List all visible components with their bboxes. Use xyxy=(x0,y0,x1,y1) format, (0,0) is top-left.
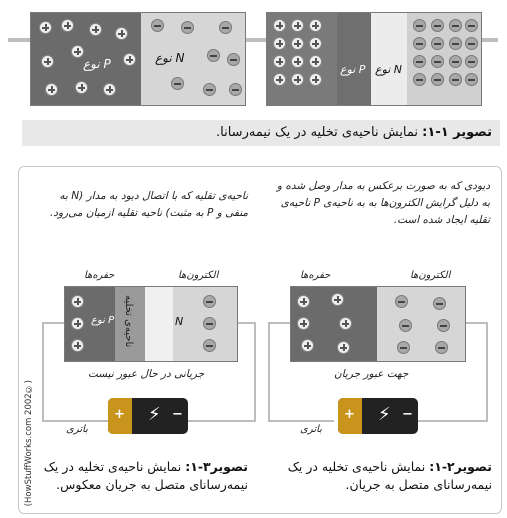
hole-icon xyxy=(337,341,350,354)
forward-diode xyxy=(290,286,466,362)
plus-sign: + xyxy=(344,407,355,422)
electron-icon xyxy=(181,21,194,34)
circuit-wire xyxy=(42,420,108,422)
circuit-wire xyxy=(486,322,488,422)
holes-label: حفره‌ها xyxy=(300,270,331,281)
electron-icon xyxy=(465,37,478,50)
electron-icon xyxy=(413,37,426,50)
hole-icon xyxy=(331,293,344,306)
hole-icon xyxy=(297,295,310,308)
circuit-wire xyxy=(268,322,290,324)
hole-icon xyxy=(115,27,128,40)
electrons-label: الکترون‌ها xyxy=(410,270,451,281)
minus-sign: − xyxy=(402,407,413,422)
electron-icon xyxy=(431,19,444,32)
electron-icon xyxy=(397,341,410,354)
caption-number: تصویر۲-۱: xyxy=(429,459,492,474)
n-region xyxy=(407,13,481,105)
p-region xyxy=(291,287,377,361)
electron-icon xyxy=(465,55,478,68)
electron-icon xyxy=(431,37,444,50)
top-right-diode xyxy=(266,12,482,106)
electrons-label: الکترون‌ها xyxy=(178,270,219,281)
electron-icon xyxy=(435,341,448,354)
electron-icon xyxy=(449,55,462,68)
hole-icon xyxy=(291,55,304,68)
electron-icon xyxy=(171,77,184,90)
circuit-wire xyxy=(464,322,488,324)
electron-icon xyxy=(203,295,216,308)
p-region xyxy=(65,287,115,361)
n-depletion xyxy=(145,287,173,361)
electron-icon xyxy=(431,55,444,68)
hole-icon xyxy=(273,73,286,86)
electron-icon xyxy=(413,55,426,68)
caption-text: نمایش ناحیه‌ی تخلیه در یک نیمه‌رسانای متصل به جریان معکوس. xyxy=(43,459,248,492)
lightning-icon: ⚡ xyxy=(378,404,391,425)
electron-icon xyxy=(203,339,216,352)
hole-icon xyxy=(301,339,314,352)
hole-icon xyxy=(71,339,84,352)
figure-2-caption xyxy=(262,458,492,494)
hole-icon xyxy=(309,37,322,50)
electron-icon xyxy=(219,21,232,34)
p-region xyxy=(267,13,337,105)
n-type-label: N xyxy=(175,315,184,328)
hole-icon xyxy=(123,53,136,66)
hole-icon xyxy=(61,19,74,32)
electron-icon xyxy=(431,73,444,86)
circuit-wire xyxy=(236,322,256,324)
reverse-diode xyxy=(64,286,238,362)
lightning-icon: ⚡ xyxy=(148,404,161,425)
caption-text: نمایش ناحیه‌ی تخلیه در یک نیمه‌رسانای متصل به جریان. xyxy=(287,459,492,492)
circuit-wire xyxy=(418,420,488,422)
battery-icon xyxy=(108,398,188,434)
hole-icon xyxy=(39,21,52,34)
battery-label: باتری xyxy=(66,424,88,435)
hole-icon xyxy=(273,55,286,68)
hole-icon xyxy=(45,83,58,96)
p-region xyxy=(31,13,141,105)
electron-icon xyxy=(203,83,216,96)
plus-sign: + xyxy=(114,407,125,422)
circuit-wire xyxy=(254,322,256,422)
electron-icon xyxy=(229,83,242,96)
hole-icon xyxy=(291,19,304,32)
electron-icon xyxy=(399,319,412,332)
p-type-label: نوع P xyxy=(91,315,115,326)
p-type-label: نوع P xyxy=(83,57,111,71)
electron-icon xyxy=(465,73,478,86)
hole-icon xyxy=(291,73,304,86)
holes-label: حفره‌ها xyxy=(84,270,115,281)
circuit-wire xyxy=(268,420,334,422)
n-type-label: نوع N xyxy=(155,51,185,65)
reverse-bias-note: ناحیه‌ی تقلیه که با اتصال دیود به مدار (N به منفی و P به مثبت) ناحیه تقلیه ازمیان می‌رود. xyxy=(49,190,248,219)
electron-icon xyxy=(465,19,478,32)
electron-icon xyxy=(433,297,446,310)
hole-icon xyxy=(89,23,102,36)
n-depletion xyxy=(371,13,407,105)
n-type-label: نوع N xyxy=(375,63,403,76)
hole-icon xyxy=(297,317,310,330)
credit-text: (HowStuffWorks.com 2002©) xyxy=(24,380,34,507)
hole-icon xyxy=(75,81,88,94)
circuit-wire xyxy=(268,322,270,422)
n-region xyxy=(377,287,465,361)
hole-icon xyxy=(103,83,116,96)
electron-icon xyxy=(449,37,462,50)
circuit-wire xyxy=(42,322,64,324)
electron-icon xyxy=(437,319,450,332)
top-left-diode xyxy=(30,12,246,106)
electron-icon xyxy=(151,19,164,32)
circuit-wire xyxy=(188,420,256,422)
p-depletion xyxy=(337,13,371,105)
figure-3-caption xyxy=(30,458,248,494)
hole-icon xyxy=(71,295,84,308)
hole-icon xyxy=(41,55,54,68)
hole-icon xyxy=(309,19,322,32)
electron-icon xyxy=(395,295,408,308)
hole-icon xyxy=(339,317,352,330)
forward-bias-note: دیودی که به صورت برعکس به مدار وصل شده و به دلیل گرایش الکترون‌ها به به ناحیه‌ی P ناحیه‌ی تقلیه ایجاد شده است. xyxy=(276,180,490,226)
battery-icon xyxy=(338,398,418,434)
electron-icon xyxy=(449,73,462,86)
hole-icon xyxy=(273,19,286,32)
figure-1-caption xyxy=(22,120,500,146)
battery-label: باتری xyxy=(300,424,322,435)
n-region xyxy=(141,13,245,105)
electron-icon xyxy=(413,73,426,86)
depletion-region xyxy=(115,287,145,361)
hole-icon xyxy=(291,37,304,50)
electron-icon xyxy=(449,19,462,32)
hole-icon xyxy=(273,37,286,50)
electron-icon xyxy=(207,49,220,62)
depletion-label: ناحیه‌ی تخلیه xyxy=(123,295,134,348)
minus-sign: − xyxy=(172,407,183,422)
current-flow-label: جهت عبور جریان xyxy=(334,368,409,380)
p-type-label: نوع P xyxy=(340,63,366,76)
hole-icon xyxy=(309,73,322,86)
circuit-wire xyxy=(42,322,44,422)
hole-icon xyxy=(309,55,322,68)
hole-icon xyxy=(71,317,84,330)
electron-icon xyxy=(413,19,426,32)
electron-icon xyxy=(227,53,240,66)
no-current-label: جریانی در حال عبور نیست xyxy=(88,368,205,380)
n-region xyxy=(173,287,237,361)
electron-icon xyxy=(203,317,216,330)
caption-number: تصویر۳-۱: xyxy=(185,459,248,474)
caption-number: تصویر ۱-۱: xyxy=(422,125,492,140)
caption-text: نمایش ناحیه‌ی تخلیه در یک نیمه‌رسانا. xyxy=(216,125,423,140)
